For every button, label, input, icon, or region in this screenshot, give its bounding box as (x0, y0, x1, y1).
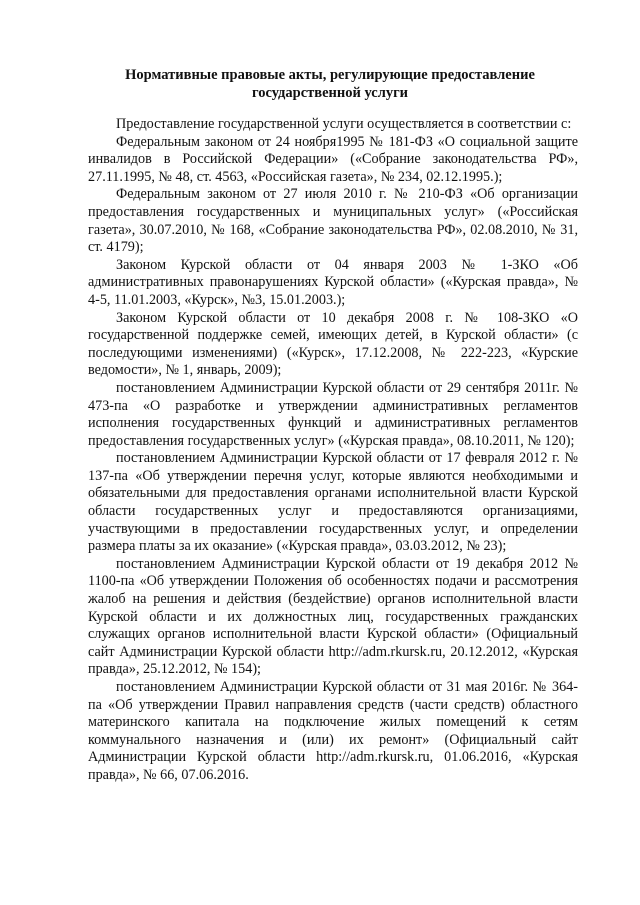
law-paragraph-2: Федеральным законом от 27 июля 2010 г. № 210-ФЗ «Об организации предоставления государственных и муниципальных услуг» («Российская газета», 30.07.2010, № 168, «Собрание законодательства РФ», 02.08.2010, № 31, ст. 4179); (88, 186, 578, 256)
law-paragraph-5: постановлением Администрации Курской области от 29 сентября 2011г. № 473-па «О разработке и утверждении административных регламентов исполнения государственных функций и административных регламентов предоставления государственных услуг» («Курская правда», 08.10.2011, № 120); (88, 379, 578, 449)
law-paragraph-1: Федеральным законом от 24 ноября1995 № 181-ФЗ «О социальной защите инвалидов в Российской Федерации» («Собрание законодательства РФ», 27.11.1995, № 48, ст. 4563, «Российская газета», № 234, 02.12.1995.); (88, 133, 578, 185)
title-line-1: Нормативные правовые акты, регулирующие предоставление (125, 67, 535, 83)
law-paragraph-3: Законом Курской области от 04 января 2003 № 1-ЗКО «Об административных правонарушениях Курской области» («Курская правда», № 4-5, 11.01.2003, «Курск», №3, 15.01.2003.); (88, 256, 578, 308)
law-paragraph-8: постановлением Администрации Курской области от 31 мая 2016г. № 364-па «Об утверждении Правил направления средств (части средств) областного материнского капитала на подключение жилых помещений к сетям коммунального назначения и (или) их ремонт» (Официальный сайт Администрации Курской области http://adm.rkursk.ru, 01.06.2016, «Курская правда», № 66, 07.06.2016. (88, 679, 578, 783)
law-paragraph-4: Законом Курской области от 10 декабря 2008 г. № 108-ЗКО «О государственной поддержке семей, имеющих детей, в Курской области» (с последующими изменениями) («Курск», 17.12.2008, № 222-223, «Курские ведомости», № 1, январь, 2009); (88, 309, 578, 379)
title-line-2: государственной услуги (251, 85, 409, 101)
law-paragraph-7: постановлением Администрации Курской области от 19 декабря 2012 № 1100-па «Об утверждении Положения об особенностях подачи и рассмотрения жалоб на решения и действия (бездействие) органов исполнительной власти Курской области и их должностных лиц, государственных гражданских служащих органов исполнительной власти Курской области» (Официальный сайт Администрации Курской области http://adm.rkursk.ru, 20.12.2012, «Курская правда», 25.12.2012, № 154); (88, 555, 578, 678)
intro-paragraph: Предоставление государственной услуги осуществляется в соответствии с: (116, 116, 572, 132)
document-body (88, 116, 578, 785)
document-title (90, 66, 570, 102)
law-paragraph-6: постановлением Администрации Курской области от 17 февраля 2012 г. № 137-па «Об утверждении перечня услуг, которые являются необходимыми и обязательными для предоставления органами исполнительной власти Курской области государственных услуг и предоставляются организациями, участвующими в предоставлении государственных услуг, и определении размера платы за их оказание» («Курская правда», 03.03.2012, № 23); (88, 450, 578, 555)
